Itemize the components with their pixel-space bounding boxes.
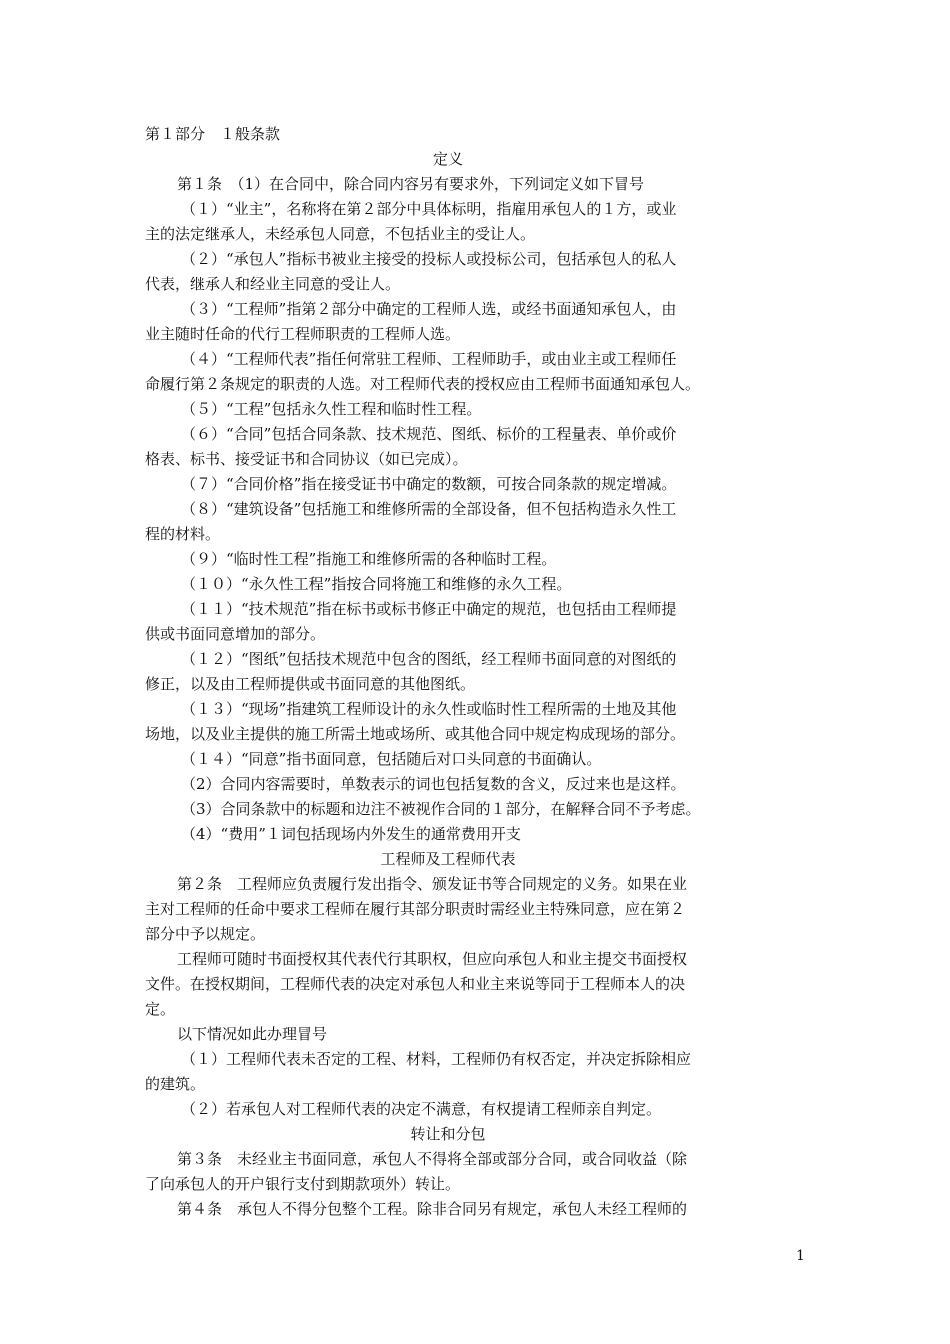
article-2-para-3: 以下情况如此办理冒号 [177, 1025, 328, 1043]
article-2-para-2-line-2: 文件。在授权期间，工程师代表的决定对承包人和业主来说等同于工程师本人的决 [145, 975, 686, 993]
document-body [145, 122, 751, 1222]
definition-12-line-2: 修正，以及由工程师提供或书面同意的其他图纸。 [145, 675, 476, 693]
definition-7: （７）“合同价格”指在接受证书中确定的数额，可按合同条款的规定增减。 [181, 475, 677, 493]
definition-4-line-1: （４）“工程师代表”指任何常驻工程师、工程师助手，或由业主或工程师任 [181, 350, 677, 368]
article-2-item-1-line-2: 的建筑。 [145, 1075, 206, 1093]
definition-13-line-2: 场地，以及业主提供的施工所需土地或场所、或其他合同中规定构成现场的部分。 [145, 725, 686, 743]
article-1-clause-3: （3）合同条款中的标题和边注不被视作合同的１部分，在解释合同不予考虑。 [181, 800, 701, 818]
definition-1-line-2: 主的法定继承人，未经承包人同意，不包括业主的受让人。 [145, 225, 536, 243]
definition-10: （１０）“永久性工程”指按合同将施工和维修的永久工程。 [181, 575, 572, 593]
section-heading-definitions: 定义 [432, 150, 463, 168]
article-2-item-1-line-1: （１）工程师代表未否定的工程、材料，工程师仍有权否定，并决定拆除相应 [181, 1050, 692, 1068]
definition-6-line-1: （６）“合同”包括合同条款、技术规范、图纸、标价的工程量表、单价或价 [181, 425, 677, 443]
definition-12-line-1: （１２）“图纸”包括技术规范中包含的图纸，经工程师书面同意的对图纸的 [181, 650, 677, 668]
definition-2-line-1: （２）“承包人”指标书被业主接受的投标人或投标公司，包括承包人的私人 [181, 250, 677, 268]
definition-2-line-2: 代表，继承人和经业主同意的受让人。 [145, 275, 401, 293]
definition-9: （９）“临时性工程”指施工和维修所需的各种临时工程。 [181, 550, 557, 568]
article-2-line-1: 第２条 工程师应负责履行发出指令、颁发证书等合同规定的义务。如果在业 [177, 875, 688, 893]
definition-1-line-1: （１）“业主”，名称将在第２部分中具体标明，指雇用承包人的１方，或业 [181, 200, 677, 218]
article-3-line-2: 了向承包人的开户银行支付到期款项外）转让。 [145, 1175, 461, 1193]
definition-4-line-2: 命履行第２条规定的职责的人选。对工程师代表的授权应由工程师书面通知承包人。 [145, 375, 701, 393]
definition-5: （５）“工程”包括永久性工程和临时性工程。 [181, 400, 482, 418]
section-heading-engineer: 工程师及工程师代表 [380, 850, 516, 868]
definition-8-line-2: 程的材料。 [145, 525, 221, 543]
part-heading: 第１部分 １般条款 [145, 125, 281, 143]
article-2-item-2: （２）若承包人对工程师代表的决定不满意，有权提请工程师亲自判定。 [181, 1100, 662, 1118]
article-4-line-1: 第４条 承包人不得分包整个工程。除非合同另有规定，承包人未经工程师的 [177, 1200, 688, 1218]
article-1-clause-2: （2）合同内容需要时，单数表示的词也包括复数的含义，反过来也是这样。 [181, 775, 686, 793]
definition-3-line-2: 业主随时任命的代行工程师职责的工程师人选。 [145, 325, 461, 343]
article-1-clause-4: （4）“费用”１词包括现场内外发生的通常费用开支 [181, 825, 521, 843]
article-2-line-2: 主对工程师的任命中要求工程师在履行其部分职责时需经业主特殊同意，应在第２ [145, 900, 686, 918]
definition-14: （１４）“同意”指书面同意，包括随后对口头同意的书面确认。 [181, 750, 602, 768]
article-2-para-2-line-3: 定。 [145, 1000, 176, 1018]
page-number: 1 [796, 1248, 805, 1264]
definition-11-line-2: 供或书面同意增加的部分。 [145, 625, 326, 643]
article-1-intro: 第１条 （1）在合同中，除合同内容另有要求外，下列词定义如下冒号 [177, 175, 645, 193]
section-heading-assignment: 转让和分包 [410, 1125, 486, 1143]
article-2-line-3: 部分中予以规定。 [145, 925, 266, 943]
article-3-line-1: 第３条 未经业主书面同意，承包人不得将全部或部分合同，或合同收益（除 [177, 1150, 688, 1168]
article-2-para-2-line-1: 工程师可随时书面授权其代表代行其职权，但应向承包人和业主提交书面授权 [177, 950, 688, 968]
definition-8-line-1: （８）“建筑设备”包括施工和维修所需的全部设备，但不包括构造永久性工 [181, 500, 677, 518]
definition-3-line-1: （３）“工程师”指第２部分中确定的工程师人选，或经书面通知承包人，由 [181, 300, 677, 318]
definition-13-line-1: （１３）“现场”指建筑工程师设计的永久性或临时性工程所需的土地及其他 [181, 700, 677, 718]
definition-11-line-1: （１１）“技术规范”指在标书或标书修正中确定的规范，也包括由工程师提 [181, 600, 677, 618]
definition-6-line-2: 格表、标书、接受证书和合同协议（如已完成）。 [145, 450, 468, 468]
